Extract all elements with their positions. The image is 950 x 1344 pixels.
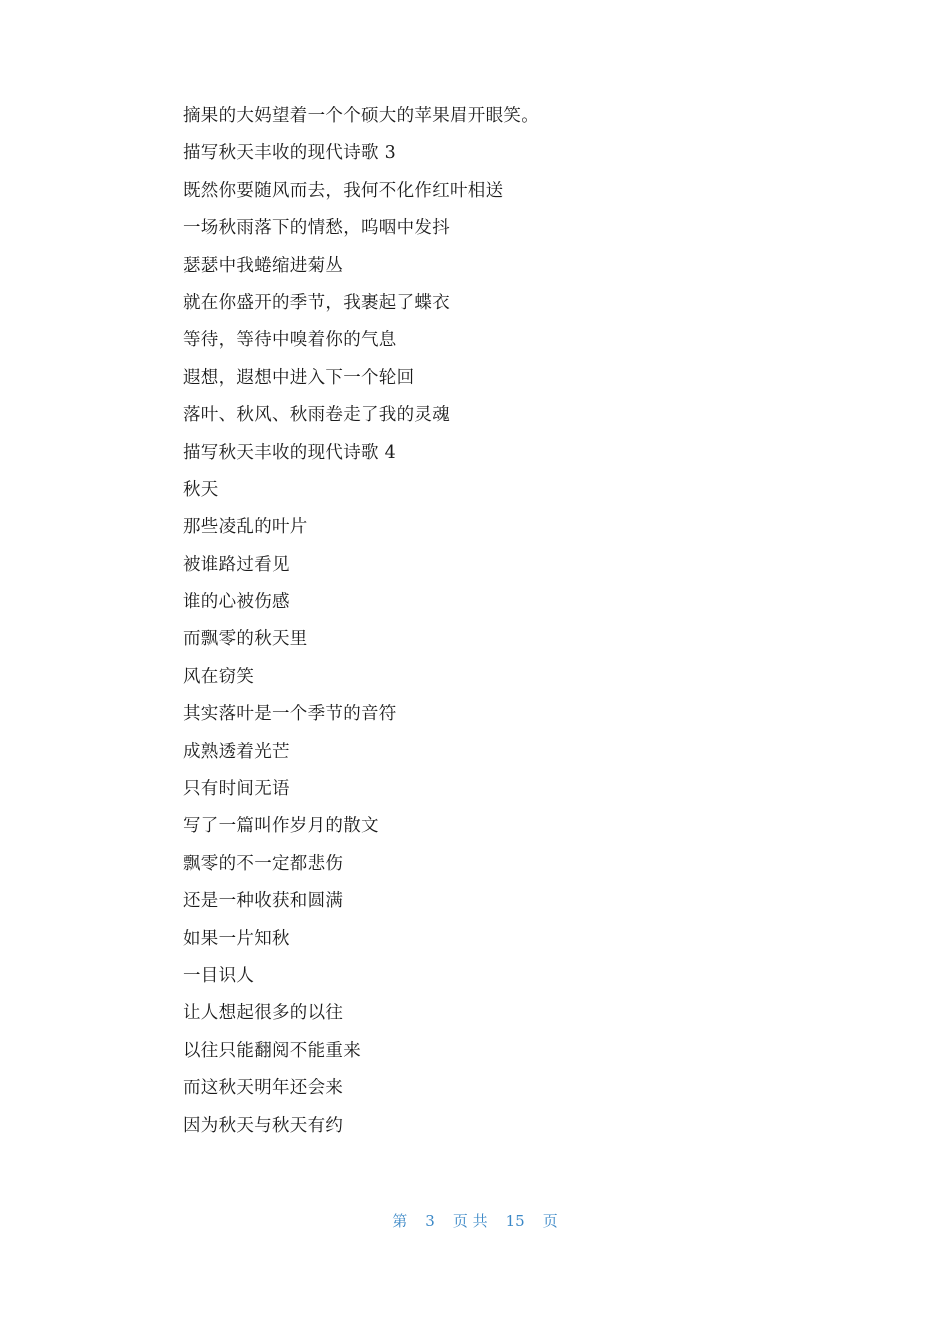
footer-prefix: 第	[392, 1212, 408, 1230]
text-line: 一目识人	[183, 965, 255, 986]
text-line: 等待，等待中嗅着你的气息	[183, 330, 397, 351]
text-line: 瑟瑟中我蜷缩进菊丛	[183, 255, 344, 276]
text-line: 谁的心被伤感	[183, 592, 290, 613]
current-page-number: 3	[425, 1212, 435, 1230]
text-line: 以往只能翻阅不能重来	[183, 1040, 361, 1061]
section-heading: 描写秋天丰收的现代诗歌 3	[183, 143, 397, 164]
text-line: 而飘零的秋天里	[183, 629, 308, 650]
text-line: 就在你盛开的季节，我裹起了蝶衣	[183, 292, 450, 313]
text-line: 那些凌乱的叶片	[183, 517, 308, 538]
text-line: 因为秋天与秋天有约	[183, 1115, 344, 1136]
text-line: 风在窃笑	[183, 666, 255, 687]
text-line: 摘果的大妈望着一个个硕大的苹果眉开眼笑。	[183, 106, 539, 126]
text-line: 成熟透着光芒	[183, 741, 290, 762]
text-line: 既然你要随风而去，我何不化作红叶相送	[183, 180, 504, 201]
total-pages-number: 15	[505, 1212, 525, 1230]
footer-middle: 页 共	[452, 1212, 488, 1230]
text-line: 让人想起很多的以往	[183, 1003, 344, 1024]
text-line: 写了一篇叫作岁月的散文	[183, 816, 379, 837]
text-line: 而这秋天明年还会来	[183, 1078, 344, 1099]
text-line: 一场秋雨落下的情愁，呜咽中发抖	[183, 218, 450, 239]
text-line: 被谁路过看见	[183, 554, 290, 575]
page-number-footer	[0, 1210, 950, 1231]
text-line: 遐想，遐想中进入下一个轮回	[183, 367, 415, 388]
text-line: 只有时间无语	[183, 779, 290, 800]
text-line: 如果一片知秋	[183, 928, 290, 949]
text-line: 落叶、秋风、秋雨卷走了我的灵魂	[183, 405, 450, 426]
footer-suffix: 页	[542, 1212, 558, 1230]
poem-text-body	[183, 98, 883, 1145]
text-line: 还是一种收获和圆满	[183, 891, 344, 912]
poem-title: 秋天	[183, 479, 219, 500]
text-line: 飘零的不一定都悲伤	[183, 853, 344, 874]
text-line: 其实落叶是一个季节的音符	[183, 704, 397, 725]
section-heading: 描写秋天丰收的现代诗歌 4	[183, 442, 397, 463]
